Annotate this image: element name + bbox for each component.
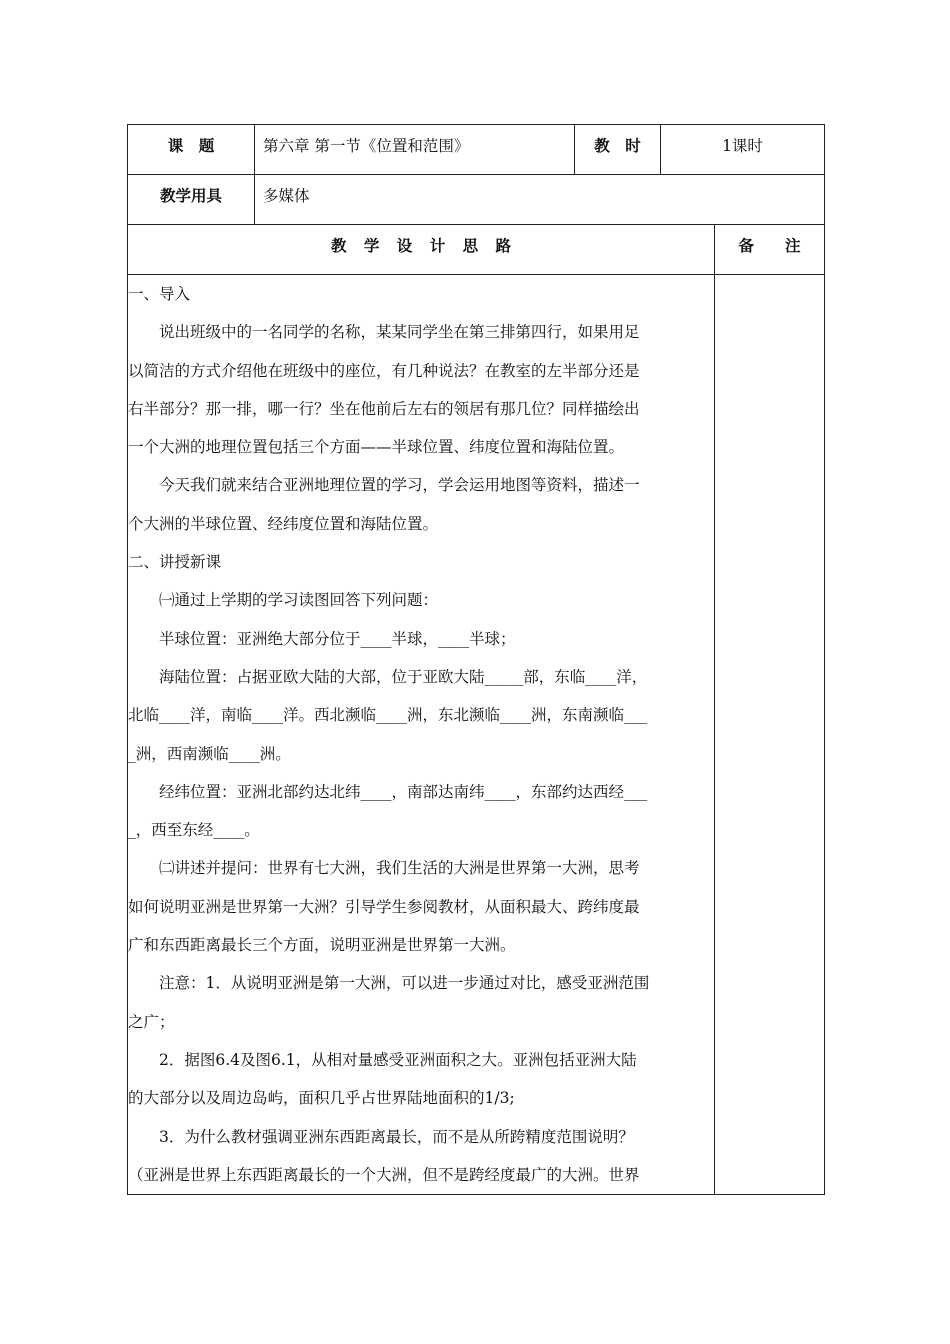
design-heading: 教 学 设 计 思 路 — [331, 237, 511, 255]
body-line: 一、导入 — [128, 285, 191, 303]
body-line: _洲，西南濒临____洲。 — [128, 744, 291, 763]
design-header-cell — [128, 225, 715, 275]
body-line: _，西至东经____。 — [128, 821, 260, 840]
body-line: 海陆位置：占据亚欧大陆的大部，位于亚欧大陆_____部，东临____洋， — [159, 667, 648, 686]
design-body-row — [128, 275, 825, 1195]
design-body-text — [128, 275, 714, 1194]
lesson-plan-table — [127, 124, 825, 1195]
body-line: 个大洲的半球位置、经纬度位置和海陆位置。 — [128, 514, 439, 533]
design-body-cell — [128, 275, 715, 1195]
tools-value: 多媒体 — [263, 187, 310, 205]
topic-row — [128, 125, 825, 175]
body-line: 半球位置：亚洲绝大部分位于____半球，____半球； — [159, 629, 516, 648]
body-line: 经纬位置：亚洲北部约达北纬____，南部达南纬____，东部约达西经___ — [159, 782, 648, 801]
body-line: 说出班级中的一名同学的名称，某某同学坐在第三排第四行，如果用足 — [159, 323, 640, 342]
hours-value: 1课时 — [722, 137, 763, 155]
body-line: ㈡讲述并提问：世界有七大洲，我们生活的大洲是世界第一大洲，思考 — [159, 859, 640, 878]
body-line: 二、讲授新课 — [128, 553, 222, 572]
design-header-row — [128, 225, 825, 275]
body-line: 3．为什么教材强调亚洲东西距离最长，而不是从所跨精度范围说明？ — [159, 1127, 634, 1146]
topic-value-cell — [255, 125, 575, 175]
body-line: 如何说明亚洲是世界第一大洲？引导学生参阅教材，从面积最大、跨纬度最 — [128, 897, 640, 916]
tools-row — [128, 175, 825, 225]
notes-body-cell — [715, 275, 825, 1195]
body-line: 2．据图6.4及图6.1，从相对量感受亚洲面积之大。亚洲包括亚洲大陆 — [159, 1050, 637, 1069]
body-line: 一个大洲的地理位置包括三个方面——半球位置、纬度位置和海陆位置。 — [128, 438, 625, 457]
tools-label: 教学用具 — [159, 187, 222, 205]
body-line: 今天我们就来结合亚洲地理位置的学习，学会运用地图等资料，描述一 — [159, 476, 640, 495]
body-line: 北临____洋，南临____洋。西北濒临____洲，东北濒临____洲，东南濒临___ — [128, 706, 648, 725]
hours-label: 教 时 — [594, 137, 641, 155]
body-line: 右半部分？那一排，哪一行？坐在他前后左右的领居有那几位？同样描绘出 — [128, 399, 640, 418]
hours-value-cell — [661, 125, 825, 175]
body-line: ㈠通过上学期的学习读图回答下列问题： — [159, 591, 439, 610]
notes-heading: 备 注 — [738, 237, 801, 255]
topic-value: 第六章 第一节《位置和范围》 — [263, 137, 470, 155]
topic-label: 课 题 — [167, 137, 215, 155]
body-line: 注意：1．从说明亚洲是第一大洲，可以进一步通过对比，感受亚洲范围 — [159, 974, 650, 993]
body-line: 以简洁的方式介绍他在班级中的座位，有几种说法？在教室的左半部分还是 — [128, 361, 640, 380]
body-line: 之广； — [128, 1012, 175, 1031]
body-line: （亚洲是世界上东西距离最长的一个大洲，但不是跨经度最广的大洲。世界 — [128, 1165, 640, 1184]
body-line: 广和东西距离最长三个方面，说明亚洲是世界第一大洲。 — [128, 936, 516, 955]
topic-label-cell — [128, 125, 255, 175]
hours-label-cell — [575, 125, 661, 175]
tools-label-cell — [128, 175, 255, 225]
notes-header-cell — [715, 225, 825, 275]
tools-value-cell — [255, 175, 825, 225]
body-line: 的大部分以及周边岛屿，面积几乎占世界陆地面积的1/3; — [128, 1089, 515, 1108]
